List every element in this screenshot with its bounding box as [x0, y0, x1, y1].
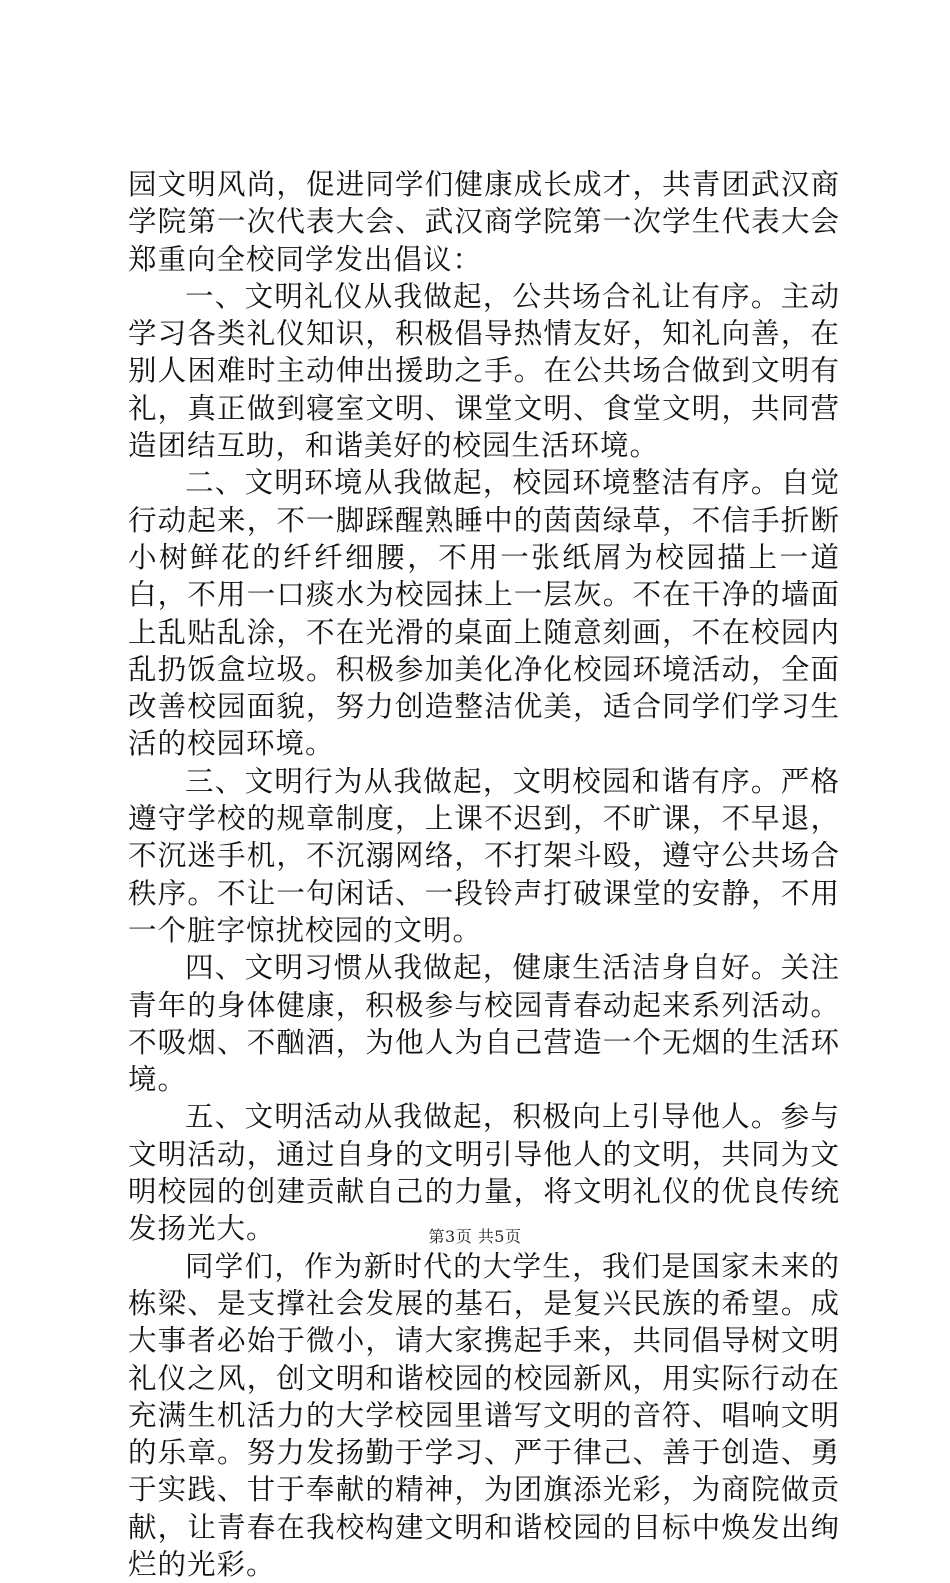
paragraph-item-2: 二、文明环境从我做起，校园环境整洁有序。自觉行动起来，不一脚踩醒熟睡中的茵茵绿草，不信手折断小树鲜花的纤纤细腰，不用一张纸屑为校园描上一道白，不用一口痰水为校园抹上一层灰。不在干净的墙面上乱贴乱涂，不在光滑的桌面上随意刻画，不在校园内乱扔饭盒垃圾。积极参加美化净化校园环境活动，全面改善校园面貌，努力创造整洁优美，适合同学们学习生活的校园环境。 — [128, 466, 840, 761]
document-body — [128, 166, 840, 1583]
paragraph-intro-continuation: 园文明风尚，促进同学们健康成长成才，共青团武汉商学院第一次代表大会、武汉商学院第一次学生代表大会郑重向全校同学发出倡议： — [128, 168, 840, 276]
paragraph-item-1: 一、文明礼仪从我做起，公共场合礼让有序。主动学习各类礼仪知识，积极倡导热情友好，知礼向善，在别人困难时主动伸出援助之手。在公共场合做到文明有礼，真正做到寝室文明、课堂文明、食堂文明，共同营造团结互助，和谐美好的校园生活环境。 — [128, 279, 840, 463]
paragraph-item-4: 四、文明习惯从我做起，健康生活洁身自好。关注青年的身体健康，积极参与校园青春动起来系列活动。不吸烟、不酗酒，为他人为自己营造一个无烟的生活环境。 — [128, 951, 840, 1097]
paragraph-item-3: 三、文明行为从我做起，文明校园和谐有序。严格遵守学校的规章制度，上课不迟到，不旷课，不早退，不沉迷手机，不沉溺网络，不打架斗殴，遵守公共场合秩序。不让一句闲话、一段铃声打破课堂的安静，不用一个脏字惊扰校园的文明。 — [128, 764, 840, 947]
paragraph-item-5: 五、文明活动从我做起，积极向上引导他人。参与文明活动，通过自身的文明引导他人的文明，共同为文明校园的创建贡献自己的力量，将文明礼仪的优良传统发扬光大。 — [128, 1100, 840, 1246]
paragraph-closing: 同学们，作为新时代的大学生，我们是国家未来的栋梁、是支撑社会发展的基石，是复兴民族的希望。成大事者必始于微小，请大家携起手来，共同倡导树文明礼仪之风，创文明和谐校园的校园新风，用实际行动在充满生机活力的大学校园里谱写文明的音符、唱响文明的乐章。努力发扬勤于学习、严于律己、善于创造、勇于实践、甘于奉献的精神，为团旗添光彩，为商院做贡献，让青春在我校构建文明和谐校园的目标中焕发出绚烂的光彩。 — [128, 1249, 840, 1581]
page-footer: 第3页 共5页 — [428, 1227, 522, 1246]
